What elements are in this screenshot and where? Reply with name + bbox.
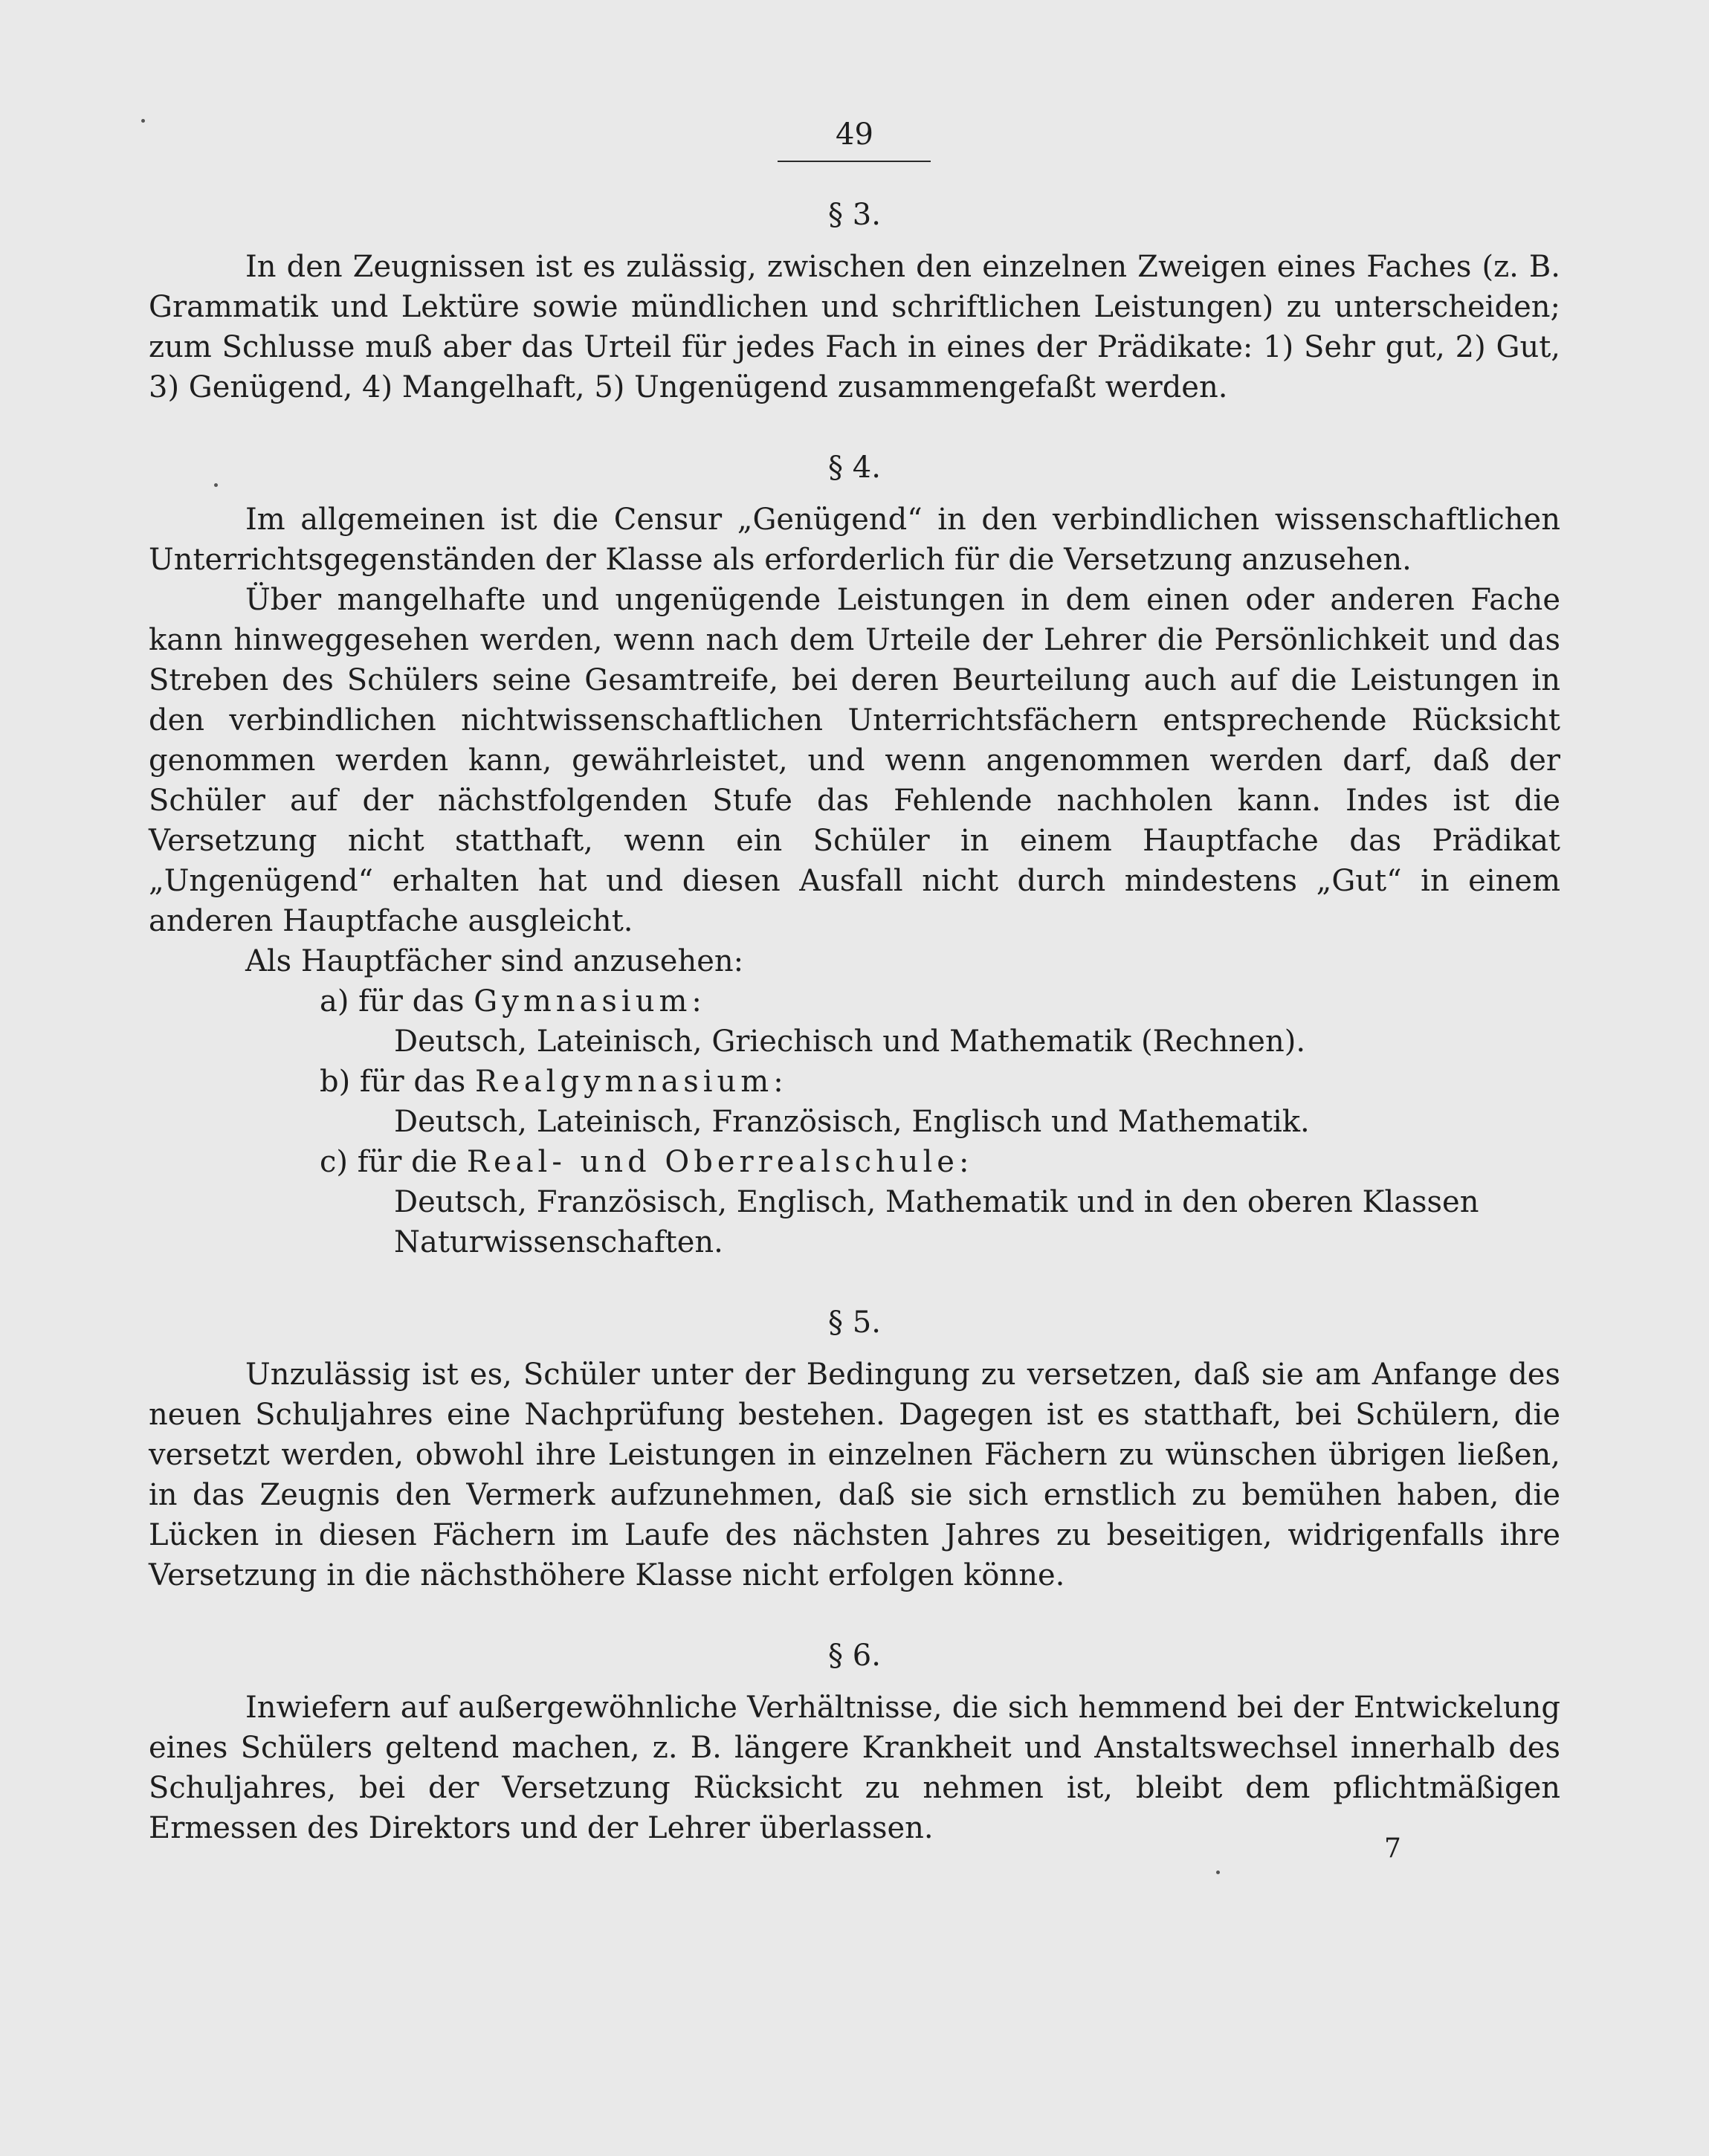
list-item-b-school: Realgymnasium:	[475, 1065, 788, 1099]
list-item-c	[149, 1142, 1560, 1182]
signature-mark: 7	[1384, 1833, 1401, 1864]
section-4-paragraph-3: Als Hauptfächer sind anzusehen:	[245, 944, 744, 978]
section-6-paragraph: Inwiefern auf außergewöhnliche Verhältnisse, die sich hemmend bei der Entwickelung eines Schülers geltend machen, z. B. längere Krankheit und Anstaltswechsel innerhalb des Schuljahres, bei der Versetzung Rücksicht zu nehmen ist, bleibt dem pflichtmäßigen Ermessen des Direktors und der Lehrer überlassen.	[149, 1691, 1560, 1845]
page-body	[149, 195, 1560, 1848]
list-item-a-subjects: Deutsch, Lateinisch, Griechisch und Mathematik (Rechnen).	[394, 1024, 1306, 1059]
section-5-heading: § 5.	[828, 1305, 881, 1340]
print-speck	[1216, 1871, 1220, 1874]
list-item-c-label: c) für die	[320, 1145, 458, 1179]
list-item-c-school: Real- und Oberrealschule:	[466, 1145, 974, 1179]
list-item-a-label: a) für das	[320, 984, 465, 1019]
section-3-heading: § 3.	[828, 198, 881, 232]
section-6-heading: § 6.	[828, 1639, 881, 1673]
list-item-b-subjects: Deutsch, Lateinisch, Französisch, Englisch und Mathematik.	[394, 1105, 1310, 1139]
section-4-paragraph-2: Über mangelhafte und ungenügende Leistungen in dem einen oder anderen Fache kann hinweggesehen werden, wenn nach dem Urteile der Lehrer die Persönlichkeit und das Streben des Schülers seine Gesamtreife, bei deren Beurteilung auch auf die Leistungen in den verbindlichen nichtwissenschaftlichen Unterrichtsfächern entsprechende Rücksicht genommen werden kann, gewährleistet, und wenn angenommen werden darf, daß der Schüler auf der nächstfolgenden Stufe das Fehlende nachholen kann. Indes ist die Versetzung nicht statthaft, wenn ein Schüler in einem Hauptfache das Prädikat „Ungenügend“ erhalten hat und diesen Ausfall nicht durch mindestens „Gut“ in einem anderen Hauptfache ausgleicht.	[149, 583, 1560, 938]
list-item-a-school: Gymnasium:	[474, 984, 706, 1019]
section-4-paragraph-1: Im allgemeinen ist die Censur „Genügend“ in den verbindlichen wissenschaftlichen Unterrichtsgegenständen der Klasse als erforderlich für die Versetzung anzusehen.	[149, 503, 1560, 577]
header-rule	[778, 161, 931, 162]
list-item-c-subjects: Deutsch, Französisch, Englisch, Mathematik und in den oberen Klassen Naturwissenschaften.	[394, 1185, 1479, 1259]
section-3-paragraph: In den Zeugnissen ist es zulässig, zwischen den einzelnen Zweigen eines Faches (z. B. Grammatik und Lektüre sowie mündlichen und schriftlichen Leistungen) zu unterscheiden; zum Schlusse muß aber das Urteil für jedes Fach in eines der Prädikate: 1) Sehr gut, 2) Gut, 3) Genügend, 4) Mangelhaft, 5) Ungenügend zusammengefaßt werden.	[149, 250, 1560, 404]
section-4-heading: § 4.	[828, 451, 881, 485]
list-item-a	[149, 981, 1560, 1021]
section-5-paragraph: Unzulässig ist es, Schüler unter der Bedingung zu versetzen, daß sie am Anfange des neuen Schuljahres eine Nachprüfung bestehen. Dagegen ist es statthaft, bei Schülern, die versetzt werden, obwohl ihre Leistungen in einzelnen Fächern zu wünschen übrigen ließen, in das Zeugnis den Vermerk aufzunehmen, daß sie sich ernstlich zu bemühen haben, die Lücken in diesen Fächern im Laufe des nächsten Jahres zu beseitigen, widrigenfalls ihre Versetzung in die nächsthöhere Klasse nicht erfolgen könne.	[149, 1358, 1560, 1592]
page-number: 49	[836, 117, 873, 152]
list-item-b	[149, 1062, 1560, 1102]
list-item-b-label: b) für das	[320, 1065, 466, 1099]
